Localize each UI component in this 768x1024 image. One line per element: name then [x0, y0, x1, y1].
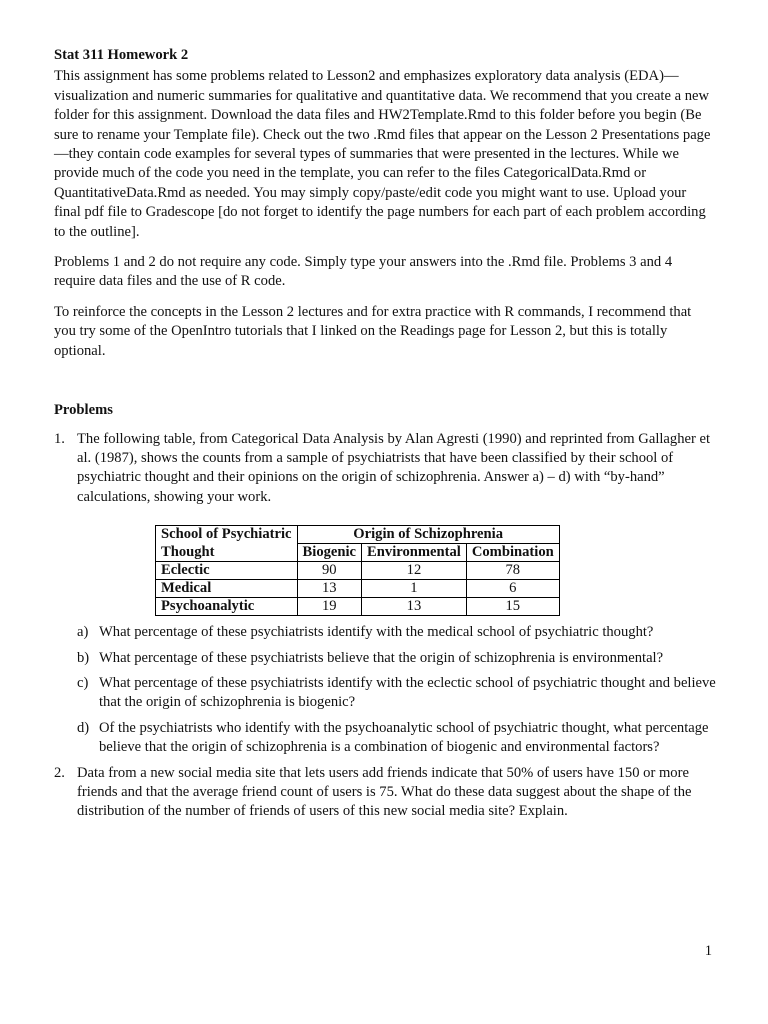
- problem-2-number: 2.: [54, 764, 65, 781]
- table-header-row-1: [156, 526, 560, 544]
- problem-1-part-b: [77, 649, 716, 668]
- table-cell: 19: [297, 598, 362, 616]
- row-header-line-1: School of Psychiatric: [156, 526, 298, 544]
- problem-1: [54, 430, 716, 758]
- table-header-row-2: [156, 544, 560, 562]
- problem-2: [54, 764, 716, 822]
- page-number: 1: [704, 943, 712, 959]
- column-header-biogenic: Biogenic: [297, 544, 362, 562]
- document-page: [54, 46, 716, 827]
- problem-1-part-d: [77, 719, 716, 758]
- table-cell: 15: [466, 598, 559, 616]
- problem-1-number: 1.: [54, 430, 65, 447]
- group-header: Origin of Schizophrenia: [297, 526, 559, 544]
- problem-1-part-c: [77, 674, 716, 713]
- intro-paragraph-3: To reinforce the concepts in the Lesson 2 lectures and for extra practice with R commands, I recommend that you try some of the OpenIntro tutorials that I linked on the Readings page for Lesson 2, but this is totally optional.: [54, 303, 692, 359]
- row-label-eclectic: Eclectic: [156, 562, 298, 580]
- problems-list: [54, 430, 716, 822]
- intro-paragraph-1: This assignment has some problems related to Lesson2 and emphasizes exploratory data analysis (EDA)—visualization and numeric summaries for qualitative and quantitative data. We recommend that you create a new folder for this assignment. Download the data files and HW2Template.Rmd to this folder before you begin (Be sure to rename your Template file). Check out the two .Rmd files that appear on the Lesson 2 Presentations page—they contain code examples for several types of summaries that were presented in the lectures. While we provide much of the code you need in the template, you can refer to the files CategoricalData.Rmd or QuantitativeData.Rmd as needed. You may simply copy/paste/edit code you might want to use. Upload your final pdf file to Gradescope [do not forget to identify the page numbers for each part of each problem according to the outline].: [54, 68, 711, 240]
- column-header-environmental: Environmental: [362, 544, 467, 562]
- part-text: Of the psychiatrists who identify with the psychoanalytic school of psychiatric thought, what percentage believe that the origin of schizophrenia is a combination of biogenic and environmental factors?: [99, 719, 709, 756]
- table-row: [156, 562, 560, 580]
- part-text: What percentage of these psychiatrists identify with the eclectic school of psychiatric thought and believe that the origin of schizophrenia is biogenic?: [99, 674, 716, 711]
- row-header-line-2: Thought: [156, 544, 298, 562]
- part-letter: b): [77, 649, 90, 666]
- problem-1-parts: [77, 623, 716, 757]
- problem-1-text: The following table, from Categorical Data Analysis by Alan Agresti (1990) and reprinted from Gallagher et al. (1987), shows the counts from a sample of psychiatrists that have been classified by their school of psychiatric thought and their opinions on the origin of schizophrenia. Answer a) – d) with “by-hand” calculations, showing your work.: [77, 430, 711, 505]
- part-letter: d): [77, 719, 90, 736]
- table-cell: 13: [297, 580, 362, 598]
- part-text: What percentage of these psychiatrists believe that the origin of schizophrenia is environmental?: [99, 649, 664, 666]
- column-header-combination: Combination: [466, 544, 559, 562]
- table-cell: 12: [362, 562, 467, 580]
- table-cell: 78: [466, 562, 559, 580]
- table-row: [156, 598, 560, 616]
- problems-heading: Problems: [54, 402, 113, 419]
- table-cell: 1: [362, 580, 467, 598]
- row-label-medical: Medical: [156, 580, 298, 598]
- table-cell: 6: [466, 580, 559, 598]
- intro-paragraph-2: Problems 1 and 2 do not require any code. Simply type your answers into the .Rmd file. Problems 3 and 4 require data files and the use of R code.: [54, 254, 673, 290]
- problem-1-part-a: [77, 623, 716, 642]
- table-cell: 13: [362, 598, 467, 616]
- table-cell: 90: [297, 562, 362, 580]
- problem-2-text: Data from a new social media site that lets users add friends indicate that 50% of users have 150 or more friends and that the average friend count of users is 75. What do these data suggest about the shape of the distribution of the number of friends of users of this new social media site? Explain.: [77, 764, 692, 820]
- document-title: Stat 311 Homework 2: [54, 47, 189, 63]
- part-letter: a): [77, 624, 89, 641]
- schizophrenia-table: [155, 525, 560, 616]
- part-letter: c): [77, 674, 89, 691]
- row-label-psychoanalytic: Psychoanalytic: [156, 598, 298, 616]
- part-text: What percentage of these psychiatrists identify with the medical school of psychiatric thought?: [99, 624, 654, 641]
- table-row: [156, 580, 560, 598]
